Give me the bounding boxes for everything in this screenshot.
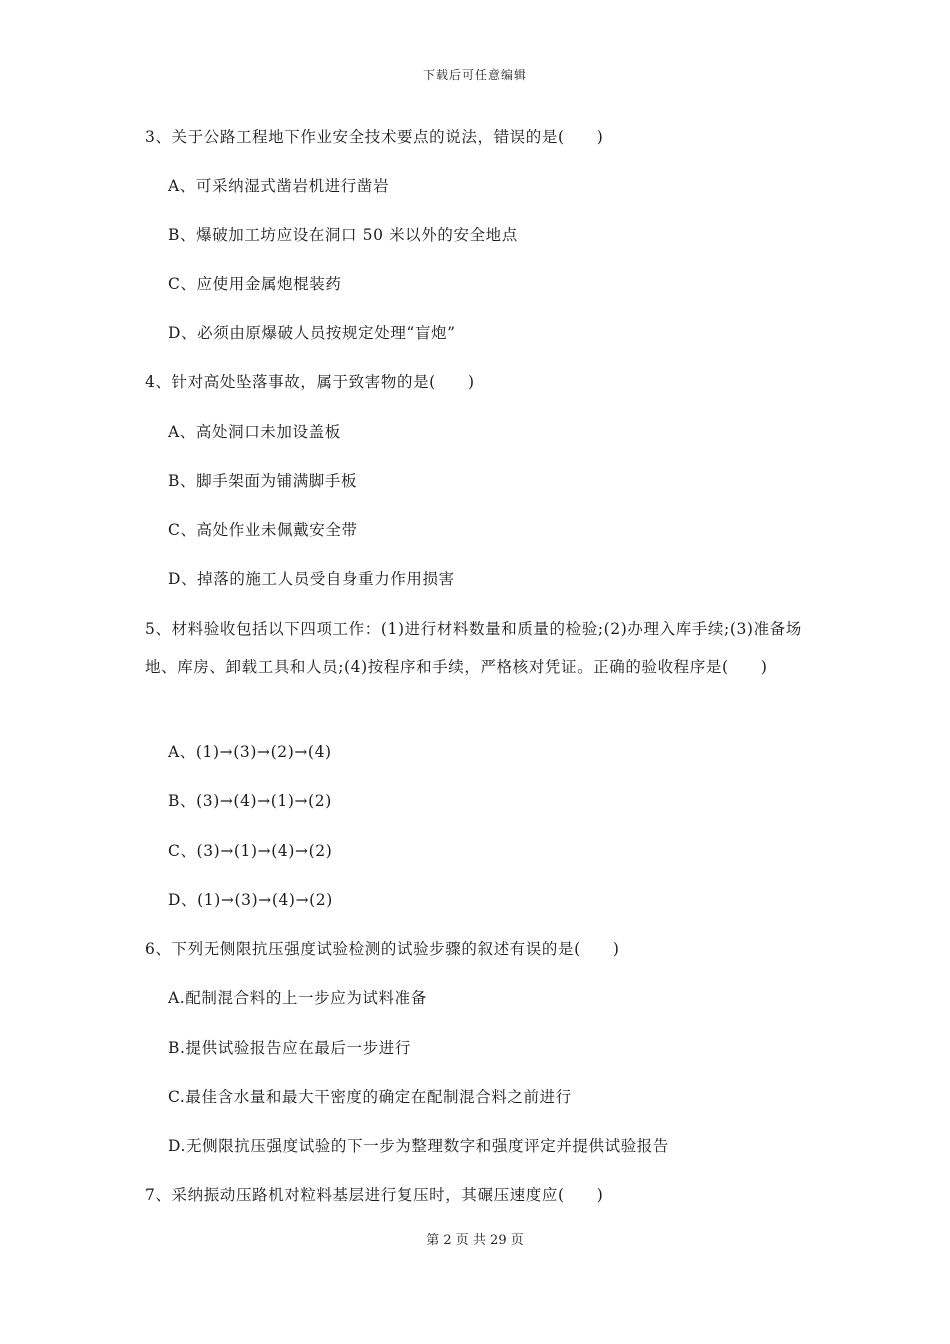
question-4-stem: 4、针对高处坠落事故，属于致害物的是( )	[145, 373, 475, 391]
question-5-option-b: B、(3)→(4)→(1)→(2)	[168, 792, 332, 810]
question-4-option-c: C、高处作业未佩戴安全带	[168, 521, 358, 539]
question-4-option-b: B、脚手架面为铺满脚手板	[168, 472, 358, 490]
question-5-option-c: C、(3)→(1)→(4)→(2)	[168, 842, 333, 860]
question-3-option-d: D、必须由原爆破人员按规定处理“盲炮”	[168, 324, 456, 342]
question-3-stem: 3、关于公路工程地下作业安全技术要点的说法，错误的是( )	[145, 128, 604, 146]
question-6-stem: 6、下列无侧限抗压强度试验检测的试验步骤的叙述有误的是( )	[145, 940, 620, 958]
page-footer: 第 2 页 共 29 页	[426, 1233, 524, 1248]
question-5-option-a: A、(1)→(3)→(2)→(4)	[168, 743, 332, 761]
question-5-option-d: D、(1)→(3)→(4)→(2)	[168, 891, 333, 909]
question-3-option-a: A、可采纳湿式凿岩机进行凿岩	[168, 177, 390, 195]
question-4-option-a: A、高处洞口未加设盖板	[168, 423, 341, 441]
page-header: 下载后可任意编辑	[422, 68, 527, 82]
question-6-option-d: D.无侧限抗压强度试验的下一步为整理数字和强度评定并提供试验报告	[168, 1137, 670, 1155]
question-6-option-c: C.最佳含水量和最大干密度的确定在配制混合料之前进行	[168, 1088, 572, 1106]
question-4-option-d: D、掉落的施工人员受自身重力作用损害	[168, 570, 455, 588]
question-3-option-c: C、应使用金属炮棍装药	[168, 275, 342, 293]
question-6-option-b: B.提供试验报告应在最后一步进行	[168, 1039, 411, 1057]
question-7-stem: 7、采纳振动压路机对粒料基层进行复压时，其碾压速度应( )	[145, 1186, 604, 1204]
question-3-option-b: B、爆破加工坊应设在洞口 50 米以外的安全地点	[168, 226, 518, 244]
question-5-stem: 5、材料验收包括以下四项工作：(1)进行材料数量和质量的检验;(2)办理入库手续;(3)准备场地、库房、卸载工具和人员;(4)按程序和手续，严格核对凭证。正确的验收程序是( )	[145, 620, 802, 676]
question-6-option-a: A.配制混合料的上一步应为试料准备	[168, 989, 427, 1007]
